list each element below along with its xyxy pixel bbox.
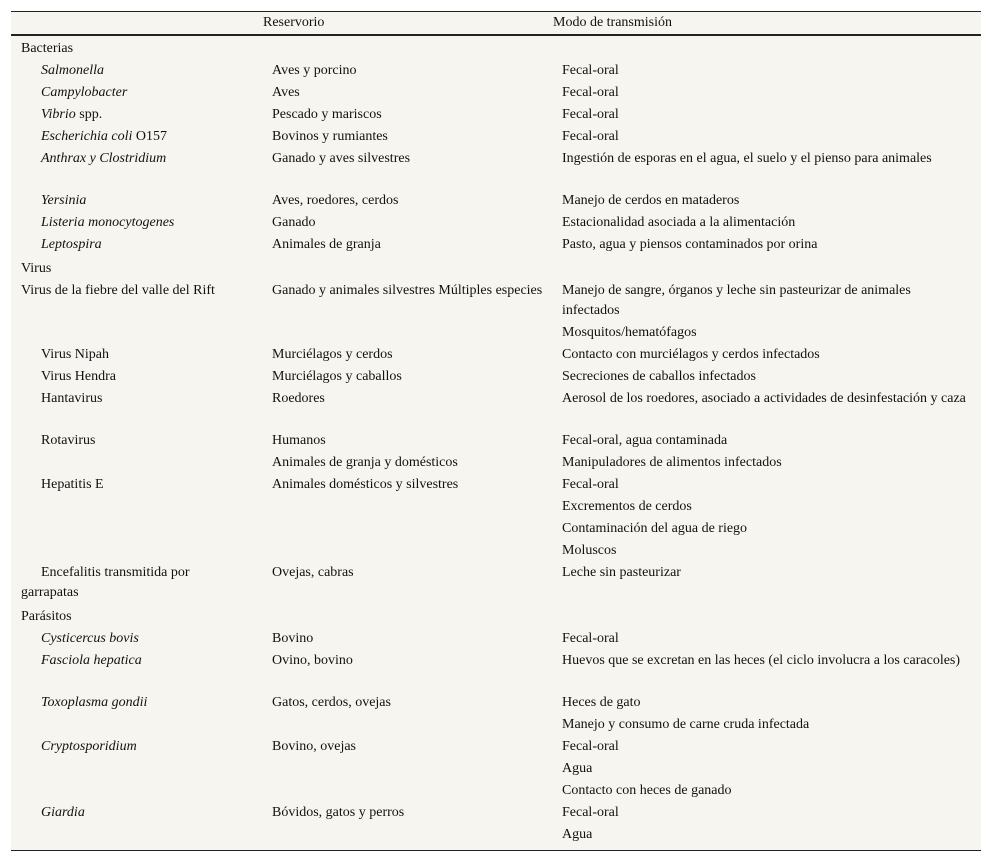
transmission-cell: Fecal-oral xyxy=(562,739,619,754)
transmission-cell: Agua xyxy=(562,761,593,776)
section-parasitos: Parásitos xyxy=(21,609,72,624)
reservoir-cell: Aves xyxy=(272,85,300,100)
agent-cell: Encefalitis transmitida por garrapatas xyxy=(21,565,190,600)
transmission-cell: Fecal-oral, agua contaminada xyxy=(562,433,728,448)
transmission-cell: Contacto con heces de ganado xyxy=(562,783,732,798)
reservoir-cell: Roedores xyxy=(272,391,325,406)
transmission-cell: Manejo de cerdos en mataderos xyxy=(562,193,740,208)
transmission-cell: Huevos que se excretan en las heces (el ciclo involucra a los caracoles) xyxy=(562,653,961,668)
table-header xyxy=(11,12,981,36)
transmission-cell: Fecal-oral xyxy=(562,85,619,100)
section-bacterias: Bacterias xyxy=(21,41,74,56)
section-row xyxy=(11,37,981,59)
transmission-cell: Fecal-oral xyxy=(562,63,619,78)
agent-cell: Fasciola hepatica xyxy=(41,653,142,668)
transmission-cell: Manejo de sangre, órganos y leche sin pasteurizar de animales infectados xyxy=(562,283,911,318)
transmission-cell: Leche sin pasteurizar xyxy=(562,565,681,580)
reservoir-cell: Aves, roedores, cerdos xyxy=(272,193,399,208)
reservoir-cell: Humanos xyxy=(272,433,326,448)
agent-cell: Giardia xyxy=(41,805,85,820)
agent-cell: Yersinia xyxy=(41,193,87,208)
reservoir-cell: Ganado xyxy=(272,215,316,230)
zoonosis-table xyxy=(11,11,981,851)
section-row xyxy=(11,257,981,279)
agent-cell: Cryptosporidium xyxy=(41,739,137,754)
agent-cell: Campylobacter xyxy=(41,85,128,100)
transmission-cell: Heces de gato xyxy=(562,695,641,710)
transmission-cell: Fecal-oral xyxy=(562,805,619,820)
reservoir-cell: Bovino xyxy=(272,631,314,646)
reservoir-cell: Animales de granja xyxy=(272,237,381,252)
reservoir-cell: Pescado y mariscos xyxy=(272,107,382,122)
agent-cell: Rotavirus xyxy=(41,433,96,448)
transmission-cell: Fecal-oral xyxy=(562,631,619,646)
transmission-cell: Aerosol de los roedores, asociado a actividades de desinfestación y caza xyxy=(562,391,966,406)
reservoir-cell: Animales domésticos y silvestres xyxy=(272,477,459,492)
transmission-cell: Contaminación del agua de riego xyxy=(562,521,748,536)
transmission-cell: Fecal-oral xyxy=(562,477,619,492)
agent-cell: Anthrax y Clostridium xyxy=(41,151,167,166)
reservoir-cell: Ganado y aves silvestres xyxy=(272,151,411,166)
agent-cell: Hantavirus xyxy=(41,391,103,406)
transmission-cell: Fecal-oral xyxy=(562,107,619,122)
agent-cell: Cysticercus bovis xyxy=(41,631,139,646)
transmission-cell: Contacto con murciélagos y cerdos infectados xyxy=(562,347,820,362)
reservoir-cell: Murciélagos y caballos xyxy=(272,369,402,384)
agent-cell: Hepatitis E xyxy=(41,477,104,492)
transmission-cell: Manipuladores de alimentos infectados xyxy=(562,455,782,470)
transmission-cell: Moluscos xyxy=(562,543,617,558)
transmission-cell: Secreciones de caballos infectados xyxy=(562,369,756,384)
reservoir-cell: Ovejas, cabras xyxy=(272,565,354,580)
agent-cell: Virus Nipah xyxy=(41,347,109,362)
section-virus: Virus xyxy=(21,261,52,276)
agent-cell: Virus Hendra xyxy=(41,369,116,384)
section-row xyxy=(11,605,981,627)
reservoir-cell: Bóvidos, gatos y perros xyxy=(272,805,405,820)
header-reservorio: Reservorio xyxy=(263,15,325,30)
transmission-cell: Pasto, agua y piensos contaminados por orina xyxy=(562,237,818,252)
transmission-cell: Mosquitos/hematófagos xyxy=(562,325,697,340)
agent-cell: Salmonella xyxy=(41,63,104,78)
reservoir-cell: Bovino, ovejas xyxy=(272,739,356,754)
reservoir-cell: Ovino, bovino xyxy=(272,653,353,668)
header-modo: Modo de transmisión xyxy=(553,15,672,30)
reservoir-cell: Ganado y animales silvestres Múltiples especies xyxy=(272,283,543,298)
transmission-cell: Excrementos de cerdos xyxy=(562,499,692,514)
reservoir-cell: Bovinos y rumiantes xyxy=(272,129,388,144)
agent-cell: Vibrio spp. xyxy=(41,107,103,122)
reservoir-cell: Murciélagos y cerdos xyxy=(272,347,393,362)
reservoir-cell: Aves y porcino xyxy=(272,63,357,78)
transmission-cell: Agua xyxy=(562,827,593,842)
agent-cell: Escherichia coli O157 xyxy=(41,129,167,144)
transmission-cell: Fecal-oral xyxy=(562,129,619,144)
agent-cell: Listeria monocytogenes xyxy=(41,215,175,230)
transmission-cell: Ingestión de esporas en el agua, el suelo y el pienso para animales xyxy=(562,151,932,166)
reservoir-cell: Animales de granja y domésticos xyxy=(272,455,458,470)
transmission-cell: Manejo y consumo de carne cruda infectada xyxy=(562,717,810,732)
agent-cell: Leptospira xyxy=(41,237,102,252)
agent-cell: Virus de la fiebre del valle del Rift xyxy=(21,283,215,298)
transmission-cell: Estacionalidad asociada a la alimentación xyxy=(562,215,796,230)
reservoir-cell: Gatos, cerdos, ovejas xyxy=(272,695,391,710)
agent-cell: Toxoplasma gondii xyxy=(41,695,148,710)
